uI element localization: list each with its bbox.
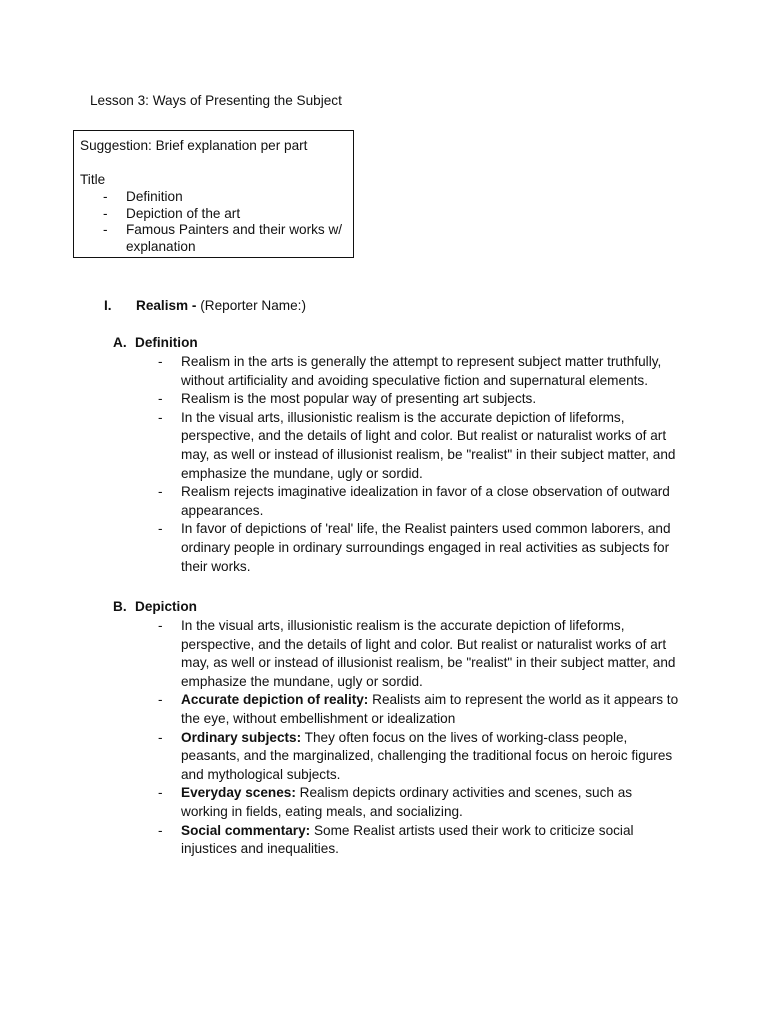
list-item	[158, 784, 688, 821]
depiction-list	[158, 617, 688, 859]
list-item	[158, 390, 688, 409]
list-item	[80, 222, 353, 255]
list-item-text: Realism rejects imaginative idealization in favor of a close observation of outward appearances.	[181, 484, 670, 518]
suggestion-heading: Suggestion: Brief explanation per part	[80, 138, 308, 153]
suggestion-title-label: Title	[80, 171, 106, 187]
list-item	[158, 729, 688, 785]
dash-bullet: -	[158, 484, 163, 500]
list-item-text: Famous Painters and their works w/ explanation	[126, 222, 343, 254]
list-item	[158, 691, 688, 728]
dash-bullet: -	[158, 692, 163, 708]
point-term: Ordinary subjects:	[181, 729, 302, 745]
list-item	[158, 409, 688, 483]
dash-bullet: -	[103, 205, 108, 221]
dash-bullet: -	[158, 391, 163, 407]
list-item	[158, 822, 688, 859]
point-text: Some Realist artists used their work to criticize social injustices and inequalities.	[181, 822, 634, 857]
point-term: Accurate depiction of reality:	[181, 692, 369, 708]
section-numeral: I.	[104, 298, 112, 313]
point-text: Realists aim to represent the world as it appears to the eye, without embellishment or idealization	[181, 692, 679, 726]
list-item	[158, 353, 688, 390]
dash-bullet: -	[158, 354, 163, 369]
list-item-text	[181, 822, 688, 859]
depiction-title: Depiction	[135, 599, 197, 614]
dash-bullet: -	[158, 785, 163, 801]
definition-list	[158, 353, 688, 576]
dash-bullet: -	[103, 222, 108, 238]
depiction-letter: B.	[113, 599, 127, 614]
dash-bullet: -	[103, 189, 108, 205]
suggestion-box	[73, 130, 354, 258]
list-item	[158, 617, 688, 691]
point-term: Everyday scenes:	[181, 785, 296, 801]
point-text: They often focus on the lives of working-class people, peasants, and the marginalized, challenging the traditional focus on heroic figures and mythological subjects.	[181, 729, 673, 782]
list-item-text: In favor of depictions of 'real' life, the Realist painters used common laborers, and ordinary people in ordinary surroundings engaged in real activities as subjects for their works.	[181, 521, 671, 574]
list-item-text: In the visual arts, illusionistic realism is the accurate depiction of lifeforms, perspective, and the details of light and color. But realist or naturalist works of art may, as well or instead of illusionist realism, be "realist" in their subject matter, and emphasize the mundane, ugly or sordid.	[181, 409, 676, 481]
lesson-title: Lesson 3: Ways of Presenting the Subject	[90, 93, 342, 108]
section-heading	[104, 297, 306, 316]
dash-bullet: -	[158, 409, 163, 425]
suggestion-list	[80, 189, 353, 255]
list-item-text: Definition	[126, 189, 183, 205]
point-term: Social commentary:	[181, 822, 311, 838]
list-item-text	[181, 691, 688, 728]
list-item-text: Realism is the most popular way of presenting art subjects.	[181, 391, 537, 407]
dash-bullet: -	[158, 521, 163, 537]
dash-bullet: -	[158, 822, 163, 838]
list-item-text: Depiction of the art	[126, 205, 241, 221]
list-item-text: In the visual arts, illusionistic realism is the accurate depiction of lifeforms, perspective, and the details of light and color. But realist or naturalist works of art may, as well or instead of illusionist realism, be "realist" in their subject matter, and emphasize the mundane, ugly or sordid.	[181, 618, 676, 689]
list-item-text	[181, 729, 688, 785]
definition-title: Definition	[135, 335, 198, 350]
section-title: Realism -	[136, 298, 197, 313]
point-text: Realism depicts ordinary activities and scenes, such as working in fields, eating meals, and socializing.	[181, 785, 633, 819]
list-item	[158, 520, 688, 576]
list-item-text	[181, 784, 688, 821]
dash-bullet: -	[158, 729, 163, 745]
list-item	[80, 189, 353, 206]
definition-letter: A.	[113, 335, 127, 350]
list-item	[158, 483, 688, 520]
section-reporter: (Reporter Name:)	[200, 298, 306, 313]
definition-heading	[113, 334, 198, 353]
depiction-heading	[113, 598, 197, 617]
dash-bullet: -	[158, 618, 163, 633]
list-item-text: Realism in the arts is generally the attempt to represent subject matter truthfully, without artificiality and avoiding speculative fiction and supernatural elements.	[181, 354, 662, 388]
list-item	[80, 206, 353, 223]
